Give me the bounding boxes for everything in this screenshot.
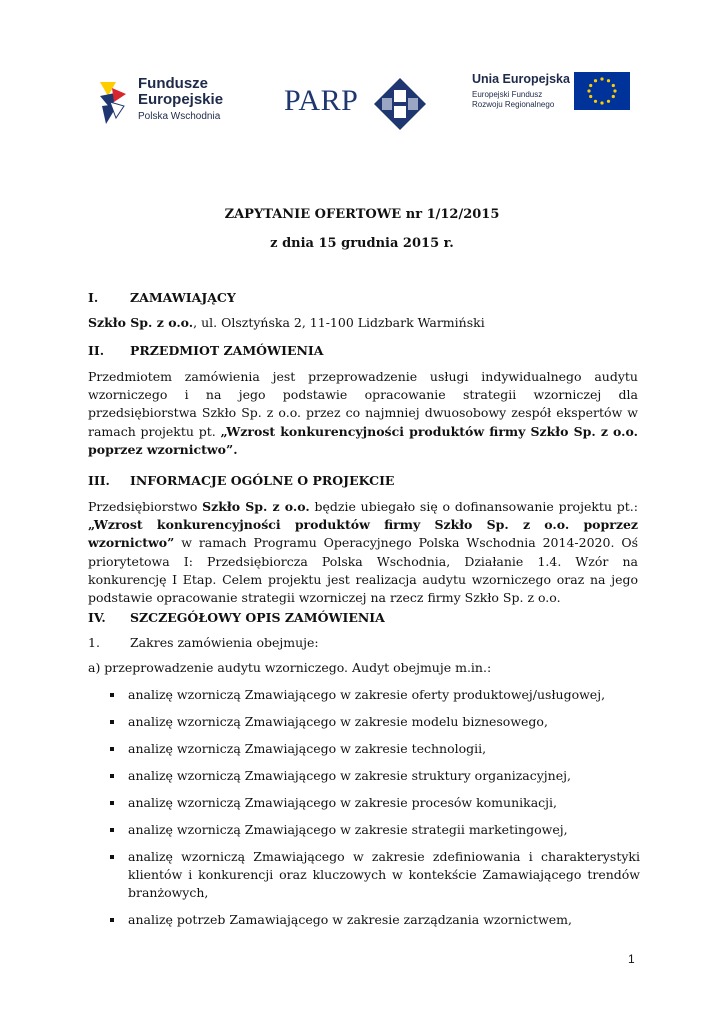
scope-item-number: 1. (88, 635, 100, 650)
section-3-text-2: będzie ubiegało się o dofinansowanie projektu pt.: (309, 499, 638, 514)
page-number: 1 (628, 952, 635, 966)
section-2-text: Przedmiotem zamówienia jest przeprowadzenie usługi indywidualnego audytu wzorniczego i na jego podstawie opracowanie strategii wzorniczej dla przedsiębiorstwa Szkło Sp. z o.o. przez co najmniej dwuosobowy zespół ekspertów w ramach projektu pt. (88, 369, 638, 439)
parp-logo (284, 76, 430, 132)
section-3-number: III. (88, 473, 110, 488)
fe-logo-line1: Fundusze (138, 75, 208, 92)
parp-diamond-icon (372, 76, 428, 132)
audit-scope-list (88, 686, 640, 938)
scope-subitem-a: a) przeprowadzenie audytu wzorniczego. Audyt obejmuje m.in.: (88, 660, 492, 675)
list-item: analizę potrzeb Zamawiającego w zakresie zarządzania wzornictwem, (88, 911, 640, 929)
fe-star-icon (98, 72, 128, 126)
document-date: z dnia 15 grudnia 2015 r. (270, 236, 454, 251)
list-item: analizę wzorniczą Zmawiającego w zakresie modelu biznesowego, (88, 713, 640, 731)
unia-europejska-logo (462, 62, 634, 122)
section-3-text-3: w ramach Programu Operacyjnego Polska Wschodnia 2014-2020. Oś priorytetowa I: Przedsiębiorcza Polska Wschodnia, Działanie 1.4. Wzór na konkurencję I Etap. Celem projektu jest realizacja audytu wzorniczego oraz na jego podstawie opracowanie strategii wzorniczej na rzecz firmy Szkło Sp. z o.o. (88, 535, 638, 606)
parp-logo-text: PARP (284, 84, 359, 117)
fundusze-europejskie-logo (88, 64, 230, 134)
section-2-project-name: „Wzrost konkurencyjności produktów firmy Szkło Sp. z o.o. poprzez wzornictwo”. (88, 423, 638, 457)
list-item: analizę wzorniczą Zmawiającego w zakresie zdefiniowania i charakterystyki klientów i konkurencji oraz kluczowych w kontekście Zamawiającego trendów branżowych, (88, 848, 640, 902)
section-3-title: INFORMACJE OGÓLNE O PROJEKCIE (130, 473, 395, 488)
section-1-heading (88, 290, 236, 305)
section-4-number: IV. (88, 610, 106, 625)
list-item: analizę wzorniczą Zmawiającego w zakresie strategii marketingowej, (88, 821, 640, 839)
list-item: analizę wzorniczą Zmawiającego w zakresie procesów komunikacji, (88, 794, 640, 812)
orderer-company: Szkło Sp. z o.o. (88, 315, 194, 330)
scope-item (88, 635, 319, 650)
list-item: analizę wzorniczą Zmawiającego w zakresie technologii, (88, 740, 640, 758)
orderer-address: , ul. Olsztyńska 2, 11-100 Lidzbark Warmiński (193, 315, 485, 330)
section-3-project-name: „Wzrost konkurencyjności produktów firmy Szkło Sp. z o.o. poprzez wzornictwo” (88, 517, 638, 551)
section-3-heading (88, 473, 394, 488)
fe-logo-line2: Europejskie (138, 91, 224, 108)
section-2-heading (88, 343, 323, 358)
section-2-title: PRZEDMIOT ZAMÓWIENIA (130, 343, 324, 358)
ue-logo-line2: Europejski Fundusz (472, 90, 543, 99)
list-item: analizę wzorniczą Zmawiającego w zakresie oferty produktowej/usługowej, (88, 686, 640, 704)
ue-logo-line3: Rozwoju Regionalnego (472, 100, 555, 109)
section-4-heading (88, 610, 385, 625)
document-title: ZAPYTANIE OFERTOWE nr 1/12/2015 (224, 207, 500, 222)
orderer-line (88, 315, 485, 330)
ue-logo-line1: Unia Europejska (472, 72, 570, 86)
section-2-paragraph (88, 368, 638, 459)
section-3-text-1: Przedsiębiorstwo (88, 499, 203, 514)
scope-item-text: Zakres zamówienia obejmuje: (130, 635, 319, 650)
section-3-company: Szkło Sp. z o.o. (202, 499, 310, 514)
section-2-number: II. (88, 343, 105, 358)
section-1-title: ZAMAWIAJĄCY (130, 290, 236, 305)
fe-logo-line3: Polska Wschodnia (138, 111, 221, 122)
section-3-paragraph (88, 498, 638, 607)
eu-flag-icon (574, 72, 630, 110)
section-4-title: SZCZEGÓŁOWY OPIS ZAMÓWIENIA (130, 610, 385, 625)
list-item: analizę wzorniczą Zmawiającego w zakresie struktury organizacyjnej, (88, 767, 640, 785)
section-1-number: I. (88, 290, 99, 305)
